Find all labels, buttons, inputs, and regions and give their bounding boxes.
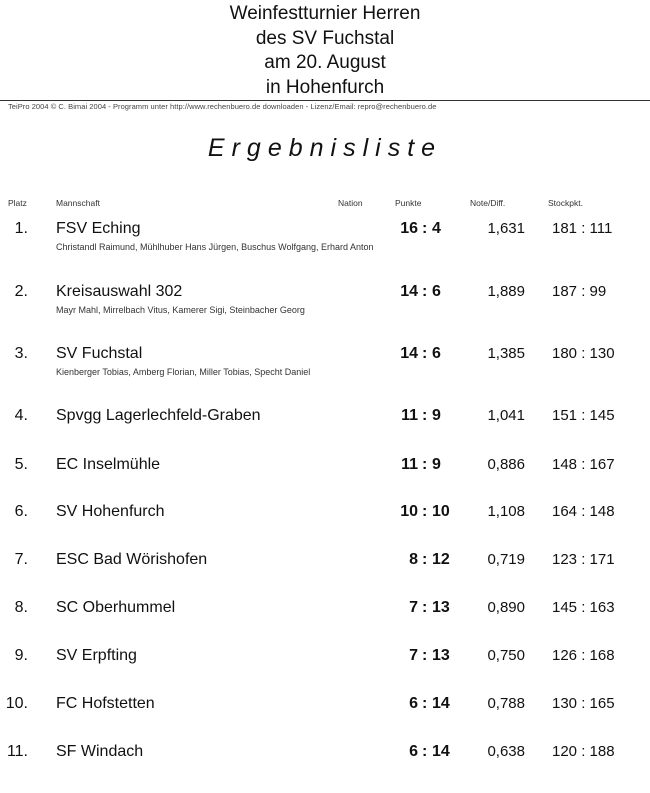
title-line: Weinfestturnier Herren xyxy=(229,3,421,24)
result-row xyxy=(0,407,650,457)
team-name: Kreisauswahl 302 xyxy=(56,283,183,300)
place-number: 3. xyxy=(14,345,28,362)
ratio-value: 1,385 xyxy=(487,345,525,362)
points-for: 14 xyxy=(400,345,418,362)
ratio-value: 0,719 xyxy=(487,551,525,568)
ratio-value: 0,750 xyxy=(487,647,525,664)
software-credit: TeiPro 2004 © C. Bimai 2004 - Programm unter http://www.rechenbuero.de downloaden - Lizenz/Email: repro@rechenbuero.de xyxy=(8,102,437,111)
points-separator: : xyxy=(422,599,428,616)
result-row xyxy=(0,283,650,333)
points-separator: : xyxy=(422,345,428,362)
stock-points: 148 : 167 xyxy=(552,456,615,473)
points-for: 11 xyxy=(401,407,418,424)
points-for: 6 xyxy=(409,743,418,760)
header-divider xyxy=(0,100,650,101)
points-against: 12 xyxy=(432,551,450,568)
team-name: ESC Bad Wörishofen xyxy=(56,551,208,568)
team-name: Spvgg Lagerlechfeld-Graben xyxy=(56,407,261,424)
team-name: SV Fuchstal xyxy=(56,345,143,362)
place-number: 10. xyxy=(5,695,28,712)
points-against: 13 xyxy=(432,599,450,616)
stock-points: 151 : 145 xyxy=(552,407,615,424)
team-name: SV Erpfting xyxy=(56,647,137,664)
place-number: 9. xyxy=(14,647,28,664)
column-header-stock: Stockpkt. xyxy=(548,198,583,208)
points-for: 16 xyxy=(400,220,418,237)
points-separator: : xyxy=(422,743,428,760)
title-line: des SV Fuchstal xyxy=(255,27,395,49)
result-row xyxy=(0,743,650,793)
points-separator: : xyxy=(422,503,428,520)
place-number: 8. xyxy=(14,599,28,616)
column-header-ratio: Note/Diff. xyxy=(470,198,506,208)
points-separator: : xyxy=(422,456,428,473)
page-heading: Ergebnisliste xyxy=(207,134,443,162)
points-for: 10 xyxy=(400,503,418,520)
result-row xyxy=(0,456,650,506)
points-separator: : xyxy=(422,551,428,568)
place-number: 2. xyxy=(14,283,28,300)
place-number: 1. xyxy=(14,220,28,237)
points-against: 4 xyxy=(432,220,441,237)
ratio-value: 1,889 xyxy=(487,283,525,300)
points-against: 14 xyxy=(432,695,450,712)
place-number: 5. xyxy=(14,456,28,473)
points-against: 9 xyxy=(432,456,441,473)
place-number: 11. xyxy=(6,743,28,760)
stock-points: 120 : 188 xyxy=(552,743,615,760)
ratio-value: 1,108 xyxy=(487,503,525,520)
result-row xyxy=(0,695,650,745)
ratio-value: 0,890 xyxy=(487,599,525,616)
column-header-place: Platz xyxy=(8,198,27,208)
stock-points: 123 : 171 xyxy=(552,551,615,568)
stock-points: 130 : 165 xyxy=(552,695,615,712)
place-number: 6. xyxy=(14,503,28,520)
team-members: Kienberger Tobias, Amberg Florian, Miller Tobias, Specht Daniel xyxy=(56,367,311,377)
title-line: in Hohenfurch xyxy=(265,76,385,98)
result-row xyxy=(0,503,650,553)
stock-points: 187 : 99 xyxy=(552,283,607,300)
points-for: 14 xyxy=(400,283,418,300)
team-name: FC Hofstetten xyxy=(56,695,155,712)
points-separator: : xyxy=(422,220,428,237)
column-header-team: Mannschaft xyxy=(56,198,100,208)
stock-points: 164 : 148 xyxy=(552,503,615,520)
points-separator: : xyxy=(422,407,428,424)
place-number: 7. xyxy=(14,551,28,568)
points-separator: : xyxy=(422,695,428,712)
points-separator: : xyxy=(422,283,428,300)
points-against: 6 xyxy=(432,345,441,362)
points-for: 8 xyxy=(409,551,418,568)
points-against: 10 xyxy=(432,503,450,520)
stock-points: 181 : 111 xyxy=(552,220,613,237)
team-name: SF Windach xyxy=(56,743,144,760)
team-name: SC Oberhummel xyxy=(56,599,176,616)
points-against: 13 xyxy=(432,647,450,664)
points-for: 11 xyxy=(401,456,418,473)
column-header-points: Punkte xyxy=(395,198,422,208)
column-header-nation: Nation xyxy=(338,198,363,208)
points-against: 14 xyxy=(432,743,450,760)
stock-points: 145 : 163 xyxy=(552,599,615,616)
team-name: FSV Eching xyxy=(56,220,141,237)
points-against: 6 xyxy=(432,283,441,300)
stock-points: 180 : 130 xyxy=(552,345,615,362)
points-separator: : xyxy=(422,647,428,664)
result-row xyxy=(0,599,650,649)
points-for: 7 xyxy=(409,599,418,616)
points-for: 7 xyxy=(409,647,418,664)
result-row xyxy=(0,345,650,395)
points-for: 6 xyxy=(409,695,418,712)
ratio-value: 0,638 xyxy=(487,743,525,760)
ratio-value: 1,041 xyxy=(487,407,525,424)
ratio-value: 0,788 xyxy=(487,695,525,712)
result-row xyxy=(0,647,650,697)
team-members: Mayr Mahl, Mirrelbach Vitus, Kamerer Sigi, Steinbacher Georg xyxy=(56,305,305,315)
place-number: 4. xyxy=(14,407,28,424)
points-against: 9 xyxy=(432,407,441,424)
result-row xyxy=(0,220,650,270)
team-name: SV Hohenfurch xyxy=(56,503,165,520)
ratio-value: 0,886 xyxy=(487,456,525,473)
document-title xyxy=(0,2,650,100)
team-members: Christandl Raimund, Mühlhuber Hans Jürgen, Buschus Wolfgang, Erhard Anton xyxy=(56,242,374,252)
title-line: am 20. August xyxy=(264,52,386,73)
ratio-value: 1,631 xyxy=(487,220,525,237)
team-name: EC Inselmühle xyxy=(56,456,161,473)
result-row xyxy=(0,551,650,601)
stock-points: 126 : 168 xyxy=(552,647,615,664)
